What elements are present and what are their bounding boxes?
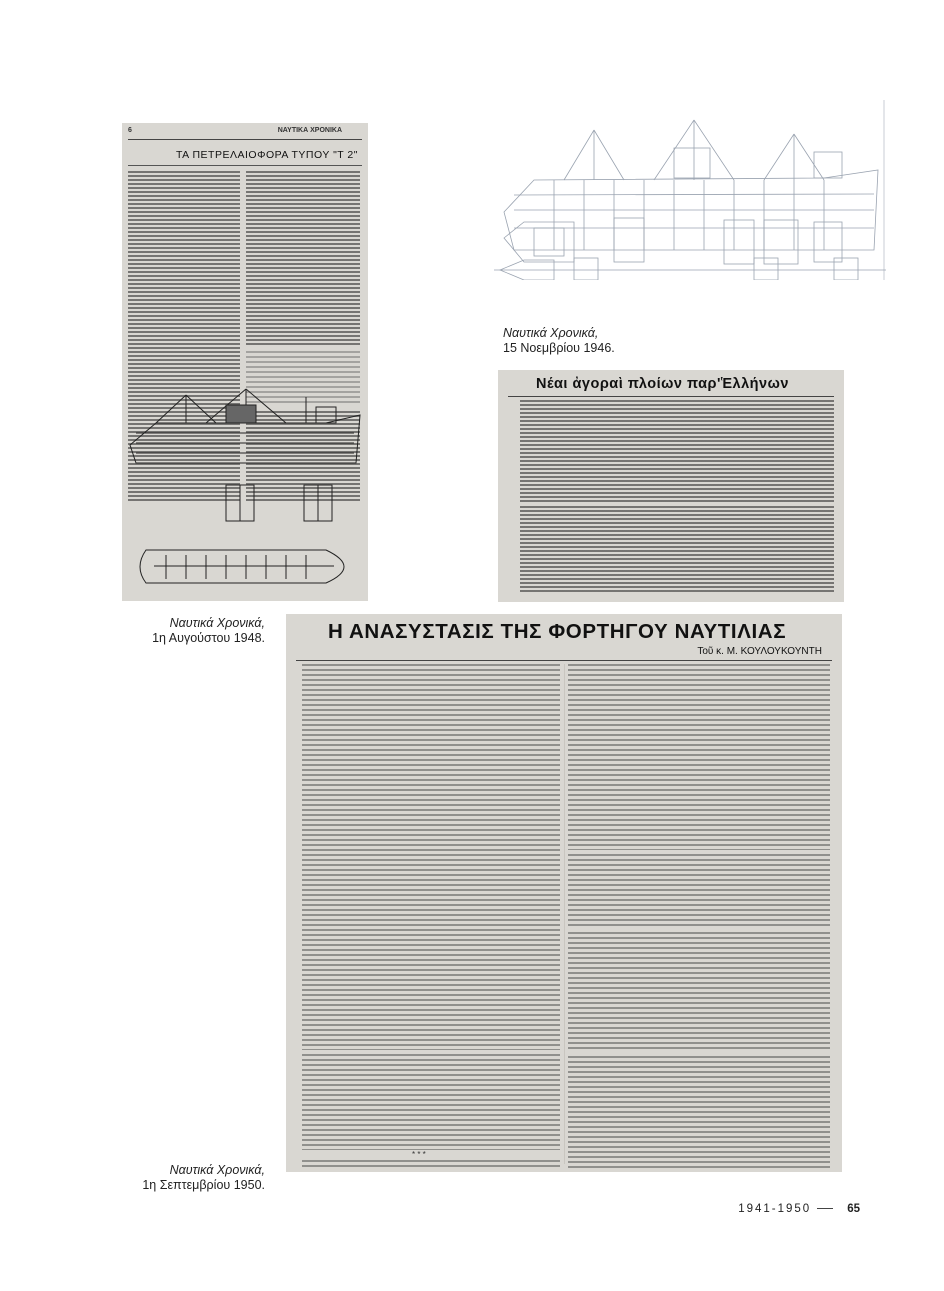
clipping-byline: Τοῦ κ. Μ. ΚΟΥΛΟΥΚΟΥΝΤΗ [697,646,822,657]
caption-1946 [503,326,615,356]
clipping-cargo-reconstruction [286,614,842,1172]
caption-1948 [100,616,265,646]
footer-dash [817,1208,833,1209]
section-ornament: * * * [412,1150,426,1159]
article-text-col-left [302,664,560,1050]
caption-publication: Ναυτικά Χρονικά, [169,1163,265,1177]
caption-1950 [100,1163,265,1193]
article-text-col-right [568,664,830,850]
clipping-ship-purchases [498,370,844,602]
clipping-title: ΤΑ ΠΕΤΡΕΛΑΙΟΦΟΡΑ ΤΥΠΟΥ "T 2" [176,149,358,161]
article-paragraph-2 [520,506,834,594]
caption-date: 15 Νοεμβρίου 1946. [503,341,615,355]
header-publication: ΝΑΥΤΙΚΑ ΧΡΟΝΙΚΑ [277,127,342,134]
caption-publication: Ναυτικά Χρονικά, [503,326,599,340]
page-number: 65 [847,1203,860,1215]
clipping-title: Η ΑΝΑΣΥΣΤΑΣΙΣ ΤΗΣ ΦΟΡΤΗΓΟΥ ΝΑΥΤΙΛΙΑΣ [328,620,787,643]
article-text-col-right-3 [568,932,830,1052]
footer-years: 1941-1950 [738,1203,812,1215]
caption-date: 1η Αυγούστου 1948. [152,631,265,645]
header-page: 6 [128,127,132,134]
clipping-t2-tankers [122,123,368,601]
article-paragraph-1 [520,400,834,504]
article-text-right [246,171,360,346]
page-footer [738,1203,860,1215]
clipping-header [128,127,362,137]
article-text-col-right-4 [568,1056,830,1168]
article-text-col-right-2 [568,854,830,926]
tanker-drawing [126,385,364,595]
article-text-col-left-2 [302,1054,560,1150]
caption-publication: Ναυτικά Χρονικά, [169,616,265,630]
clipping-title: Νέαι ἀγοραὶ πλοίων παρ'Ἑλλήνων [536,376,789,392]
blueprint-plans [494,208,886,278]
article-text-col-left-3 [302,1160,560,1168]
caption-date: 1η Σεπτεμβρίου 1950. [142,1178,265,1192]
